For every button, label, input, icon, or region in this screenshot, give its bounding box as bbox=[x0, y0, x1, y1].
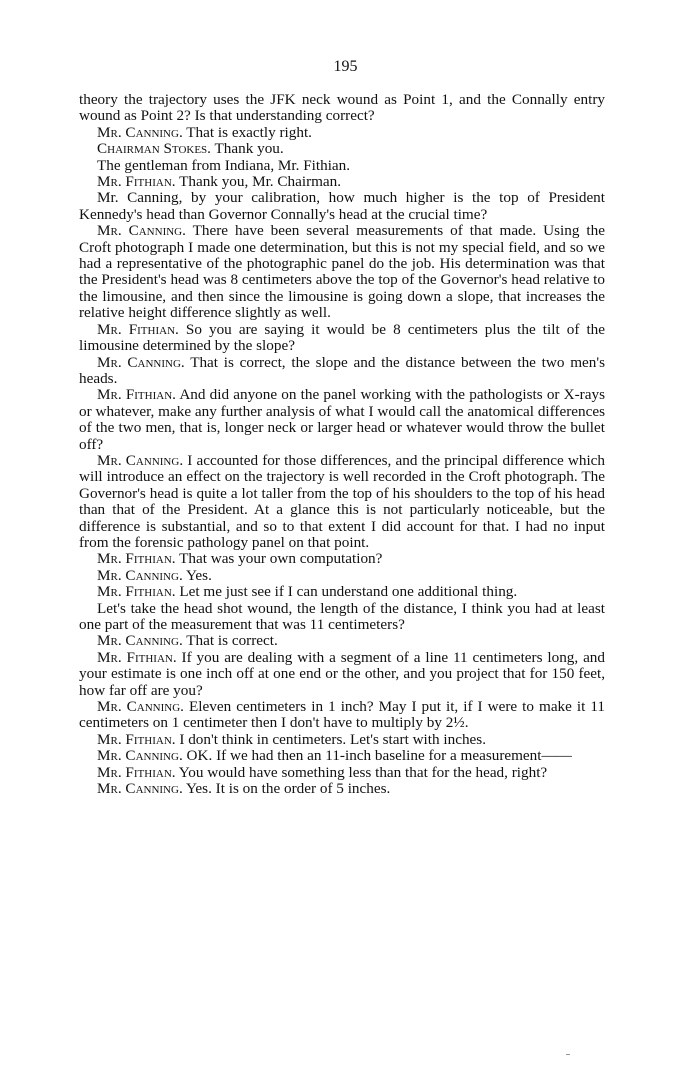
paragraph bbox=[79, 748, 605, 764]
paragraph-text: You would have something less than that for the head, right? bbox=[178, 763, 548, 781]
speaker-name: Mr. Canning. bbox=[97, 353, 185, 371]
speaker-name: Mr. Canning. bbox=[97, 632, 183, 650]
speaker-name: Mr. Canning. bbox=[97, 780, 183, 798]
paragraph-text: theory the trajectory uses the JFK neck wound as Point 1, and the Connally entry wound as Point 2? Is that understanding correct? bbox=[79, 91, 605, 125]
paragraph-text: Eleven centimeters in 1 inch? May I put it, if I were to make it 11 centimeters on 1 centimeter then I don't have to multiply by 2½. bbox=[79, 698, 606, 732]
paragraph bbox=[79, 355, 605, 388]
paragraph bbox=[79, 141, 605, 157]
paragraph bbox=[79, 732, 605, 748]
paragraph-text: Mr. Canning, by your calibration, how much higher is the top of President Kennedy's head than Governor Connally's head at the crucial time? bbox=[79, 189, 605, 223]
paragraph-text: So you are saying it would be 8 centimeters plus the tilt of the limousine determined by the slope? bbox=[79, 320, 605, 355]
paragraph-text: Thank you, Mr. Chairman. bbox=[179, 173, 342, 191]
paragraph bbox=[79, 551, 605, 567]
paragraph bbox=[79, 223, 605, 321]
paragraph bbox=[79, 699, 605, 732]
paragraph bbox=[79, 174, 605, 190]
speaker-name: Chairman Stokes. bbox=[97, 140, 211, 158]
paragraph-text: Let me just see if I can understand one additional thing. bbox=[179, 583, 518, 601]
paragraph-text: Yes. It is on the order of 5 inches. bbox=[185, 780, 391, 798]
paragraph-text: Yes. bbox=[185, 566, 212, 584]
paragraph-text: Let's take the head shot wound, the length of the distance, I think you had at least one part of the measurement that was 11 centimeters? bbox=[79, 599, 605, 633]
paragraph bbox=[79, 387, 605, 453]
speaker-name: Mr. Fithian. bbox=[97, 386, 176, 404]
paragraph bbox=[79, 765, 605, 781]
paragraph-text: I accounted for those differences, and the principal difference which will introduce an effect on the trajectory is well recorded in the Croft photograph. The Governor's head is quite a lot taller from the top of his shoulders to the top of his head than that of the President. At a glance this is not particularly noticeable, but the difference is substantial, and so to that extent I did account for that. I had no input from the forensic pathology panel on that point. bbox=[79, 451, 605, 551]
paragraph bbox=[79, 453, 605, 551]
speaker-name: Mr. Canning. bbox=[97, 123, 183, 141]
paragraph-text: OK. If we had then an 11-inch baseline for a measurement—— bbox=[186, 747, 572, 765]
page-number: 195 bbox=[333, 58, 358, 75]
paragraph bbox=[79, 650, 605, 699]
speaker-name: Mr. Fithian. bbox=[97, 763, 176, 781]
speaker-name: Mr. Fithian. bbox=[97, 583, 176, 601]
speaker-name: Mr. Fithian. bbox=[97, 730, 176, 748]
paragraph-text: And did anyone on the panel working with the pathologists or X-rays or whatever, make any further analysis of what I would call the anatomical differences of the two men, that is, longer neck or larger head or whatever would throw the bullet off? bbox=[79, 386, 605, 453]
paragraph-text: Thank you. bbox=[214, 140, 284, 158]
paragraph bbox=[79, 92, 605, 125]
speaker-name: Mr. Canning. bbox=[97, 222, 186, 240]
paragraph-text: That is correct. bbox=[186, 632, 278, 650]
speaker-name: Mr. Canning. bbox=[97, 451, 184, 469]
paragraph bbox=[79, 158, 605, 174]
paragraph bbox=[79, 633, 605, 649]
speaker-name: Mr. Canning. bbox=[97, 566, 183, 584]
paragraph bbox=[79, 601, 605, 634]
speaker-name: Mr. Canning. bbox=[97, 698, 184, 716]
paragraph-text: There have been several measurements of that made. Using the Croft photograph I made one determination, but this is not my special field, and so we had a representative of the photographic panel do the job. His determination was that the President's head was 8 centimeters above the top of the Governor's head relative to the limousine, and then since the limousine is going down a slope, that increases the relative height difference slightly as well. bbox=[79, 222, 605, 322]
scan-mark bbox=[566, 1054, 570, 1055]
transcript-body bbox=[79, 92, 605, 797]
paragraph-text: That is exactly right. bbox=[186, 123, 312, 141]
paragraph-text: The gentleman from Indiana, Mr. Fithian. bbox=[97, 156, 351, 174]
paragraph-text: I don't think in centimeters. Let's start with inches. bbox=[179, 730, 486, 748]
paragraph-text: That is correct, the slope and the distance between the two men's heads. bbox=[79, 353, 605, 387]
paragraph bbox=[79, 584, 605, 600]
paragraph bbox=[79, 322, 605, 355]
paragraph bbox=[79, 125, 605, 141]
paragraph bbox=[79, 781, 605, 797]
paragraph-text: If you are dealing with a segment of a line 11 centimeters long, and your estimate is one inch off at one end or the other, and you project that for 150 feet, how far off are you? bbox=[79, 648, 605, 699]
speaker-name: Mr. Fithian. bbox=[97, 648, 177, 666]
speaker-name: Mr. Fithian. bbox=[97, 173, 176, 191]
paragraph bbox=[79, 190, 605, 223]
paragraph bbox=[79, 568, 605, 584]
paragraph-text: That was your own computation? bbox=[179, 550, 383, 568]
speaker-name: Mr. Fithian. bbox=[97, 320, 179, 338]
speaker-name: Mr. Canning. bbox=[97, 747, 183, 765]
speaker-name: Mr. Fithian. bbox=[97, 550, 176, 568]
